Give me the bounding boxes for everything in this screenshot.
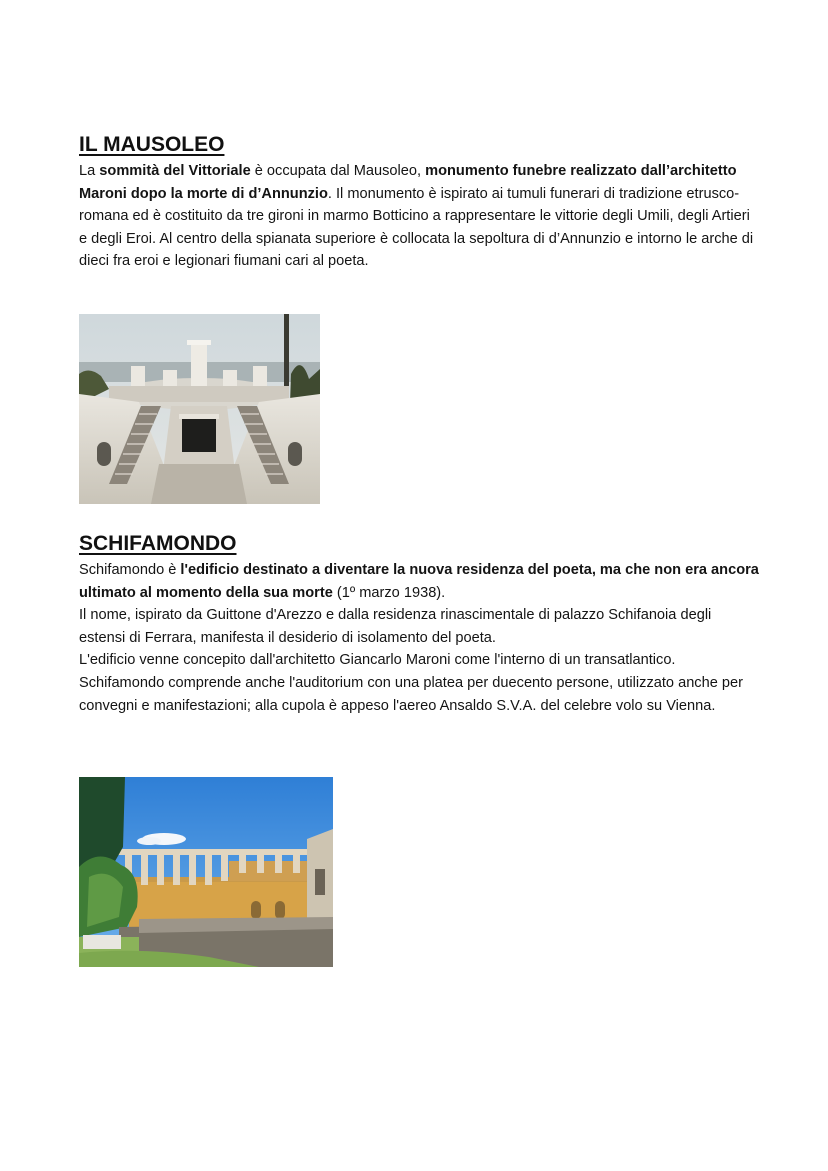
- mausoleo-paragraph: La sommità del Vittoriale è occupata dal Mausoleo, monumento funebre realizzato dall’architetto Maroni dopo la morte di d’Annunzio. Il monumento è ispirato ai tumuli funerari di tradizione etrusco-romana ed è costituito da tre gironi in marmo Botticino a rappresentare le vittorie degli Umili, degli Artieri e degli Eroi. Al centro della spianata superiore è collocata la sepoltura di d’Annunzio e intorno le arche di dieci fra eroi e legionari fiumani cari al poeta.: [79, 163, 754, 270]
- mausoleo-heading: IL MAUSOLEO: [79, 133, 225, 156]
- schifamondo-paragraph-1: Schifamondo è l'edificio destinato a diventare la nuova residenza del poeta, ma che non era ancora ultimato al momento della sua morte (1º marzo 1938).: [79, 562, 759, 601]
- schifamondo-paragraph-2: Il nome, ispirato da Guittone d'Arezzo e dalla residenza rinascimentale di palazzo Schifanoia degli estensi di Ferrara, manifesta il desiderio di isolamento del poeta.: [79, 607, 712, 646]
- schifamondo-heading: SCHIFAMONDO: [79, 532, 237, 555]
- section-schifamondo: [79, 531, 759, 717]
- schifamondo-photo: [79, 777, 333, 967]
- schifamondo-paragraph-3: L'edificio venne concepito dall'architetto Giancarlo Maroni come l'interno di un transatlantico.: [79, 652, 676, 669]
- mausoleo-photo: [79, 314, 320, 504]
- section-mausoleo: [79, 132, 759, 273]
- schifamondo-paragraph-4: Schifamondo comprende anche l'auditorium con una platea per duecento persone, utilizzato anche per convegni e manifestazioni; alla cupola è appeso l'aereo Ansaldo S.V.A. del celebre volo su Vienna.: [79, 674, 743, 714]
